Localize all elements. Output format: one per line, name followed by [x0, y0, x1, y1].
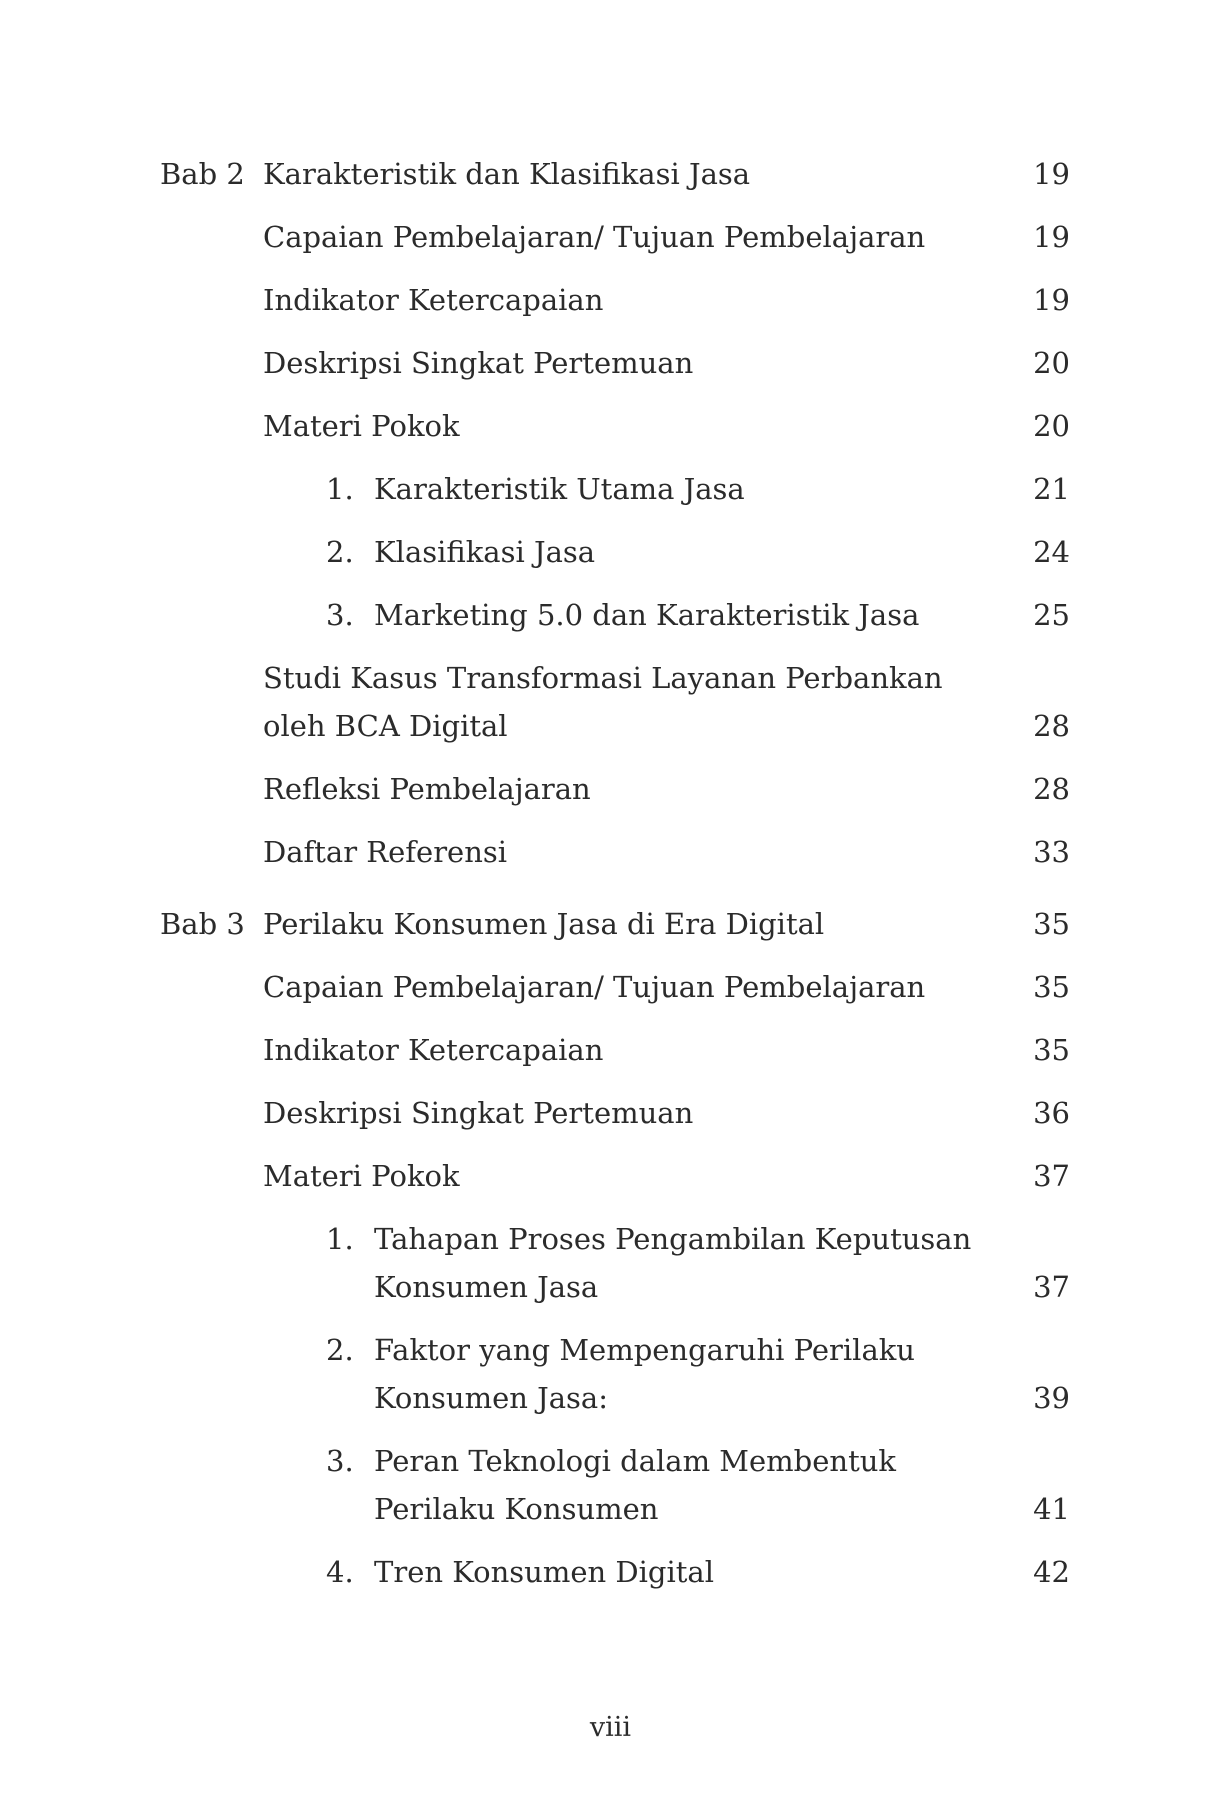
- page-number: 25: [1033, 598, 1070, 632]
- page-number: 28: [1033, 772, 1070, 806]
- chapter-title: Karakteristik dan Klasifikasi Jasa: [263, 157, 751, 191]
- page-number: 41: [1033, 1492, 1070, 1526]
- page-number: 36: [1033, 1096, 1070, 1130]
- chapter-title: Perilaku Konsumen Jasa di Era Digital: [263, 907, 825, 941]
- toc-entry[interactable]: [160, 402, 1070, 450]
- page-number: 20: [1033, 409, 1070, 443]
- item-number: 4.: [326, 1555, 354, 1589]
- page-number: 21: [1033, 472, 1070, 506]
- table-of-contents: [160, 150, 1070, 1596]
- page-number: 28: [1033, 709, 1070, 743]
- entry-title: Daftar Referensi: [263, 835, 508, 869]
- item-number: 1.: [326, 472, 354, 506]
- entry-title: Marketing 5.0 dan Karakteristik Jasa: [374, 598, 920, 632]
- toc-subentry[interactable]: [160, 1326, 1070, 1422]
- toc-entry[interactable]: [160, 1152, 1070, 1200]
- chapter-label: Bab 2: [160, 157, 245, 191]
- toc-entry[interactable]: [160, 828, 1070, 876]
- entry-title: Deskripsi Singkat Pertemuan: [263, 346, 694, 380]
- item-number: 1.: [326, 1222, 354, 1256]
- entry-title: Tren Konsumen Digital: [374, 1555, 714, 1589]
- entry-title: Capaian Pembelajaran/ Tujuan Pembelajaran: [263, 970, 926, 1004]
- toc-entry[interactable]: [160, 765, 1070, 813]
- page-number: 37: [1033, 1159, 1070, 1193]
- toc-entry[interactable]: [160, 654, 1070, 750]
- toc-subentry[interactable]: [160, 1548, 1070, 1596]
- chapter-bab-2: [160, 150, 1070, 876]
- item-number: 3.: [326, 1444, 354, 1478]
- page-number: 37: [1033, 1270, 1070, 1304]
- toc-subentry[interactable]: [160, 591, 1070, 639]
- item-number: 3.: [326, 598, 354, 632]
- chapter-bab-3: [160, 900, 1070, 1596]
- entry-title: Refleksi Pembelajaran: [263, 772, 591, 806]
- toc-subentry[interactable]: [160, 465, 1070, 513]
- entry-title: Studi Kasus Transformasi Layanan Perbankan oleh BCA Digital: [263, 661, 943, 743]
- page-number: 35: [1033, 1033, 1070, 1067]
- page-number: 24: [1033, 535, 1070, 569]
- page-number: 19: [1033, 157, 1070, 191]
- page-number: 35: [1033, 970, 1070, 1004]
- entry-title: Capaian Pembelajaran/ Tujuan Pembelajaran: [263, 220, 926, 254]
- toc-entry[interactable]: [160, 1089, 1070, 1137]
- toc-subentry[interactable]: [160, 1215, 1070, 1311]
- page-number: 20: [1033, 346, 1070, 380]
- toc-subentry[interactable]: [160, 528, 1070, 576]
- page-number: 33: [1033, 835, 1070, 869]
- page-number: 35: [1033, 907, 1070, 941]
- entry-title: Peran Teknologi dalam Membentuk Perilaku Konsumen: [374, 1444, 896, 1526]
- entry-title: Indikator Ketercapaian: [263, 283, 604, 317]
- toc-subentry[interactable]: [160, 1437, 1070, 1533]
- entry-title: Karakteristik Utama Jasa: [374, 472, 745, 506]
- entry-title: Indikator Ketercapaian: [263, 1033, 604, 1067]
- toc-entry[interactable]: [160, 213, 1070, 261]
- toc-entry[interactable]: [160, 276, 1070, 324]
- entry-title: Deskripsi Singkat Pertemuan: [263, 1096, 694, 1130]
- page-number: 19: [1033, 283, 1070, 317]
- chapter-label: Bab 3: [160, 907, 245, 941]
- item-number: 2.: [326, 1333, 354, 1367]
- entry-title: Tahapan Proses Pengambilan Keputusan Konsumen Jasa: [374, 1222, 972, 1304]
- toc-entry[interactable]: [160, 1026, 1070, 1074]
- page-number: 19: [1033, 220, 1070, 254]
- entry-title: Materi Pokok: [263, 409, 460, 443]
- entry-title: Faktor yang Mempengaruhi Perilaku Konsumen Jasa:: [374, 1333, 915, 1415]
- page-footer-number: viii: [589, 1712, 632, 1743]
- item-number: 2.: [326, 535, 354, 569]
- toc-entry[interactable]: [160, 339, 1070, 387]
- page-number: 42: [1033, 1555, 1070, 1589]
- entry-title: Materi Pokok: [263, 1159, 460, 1193]
- entry-title: Klasifikasi Jasa: [374, 535, 596, 569]
- chapter-heading[interactable]: [160, 900, 1070, 948]
- page-number: 39: [1033, 1381, 1070, 1415]
- toc-entry[interactable]: [160, 963, 1070, 1011]
- chapter-heading[interactable]: [160, 150, 1070, 198]
